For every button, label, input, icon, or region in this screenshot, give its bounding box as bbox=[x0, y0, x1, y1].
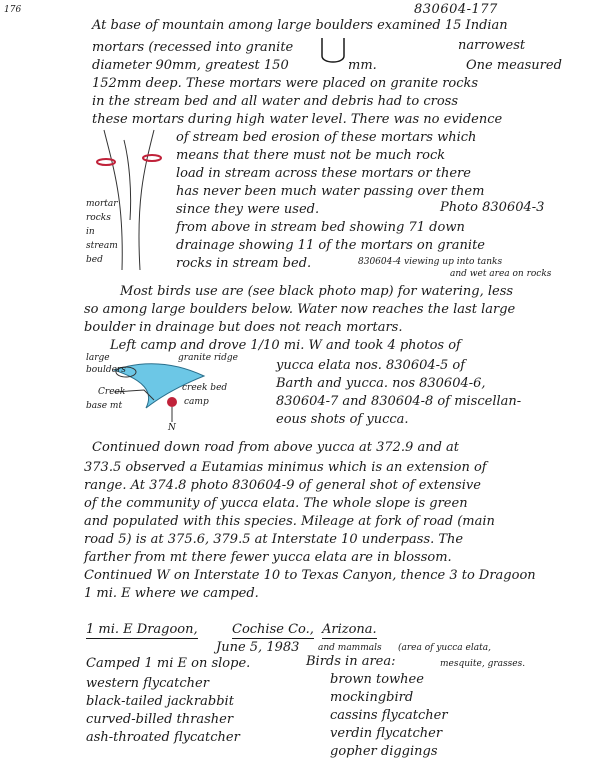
sketch2-boulders: boulders bbox=[86, 365, 126, 375]
sketch2-base-mt: base mt bbox=[86, 401, 123, 411]
catalog-number: 830604-177 bbox=[414, 2, 498, 17]
u-shaped-mark bbox=[318, 36, 348, 66]
location-state: Arizona. bbox=[322, 622, 377, 637]
margin-wet-area: and wet area on rocks bbox=[450, 269, 552, 279]
p4-line-2: 373.5 observed a Eutamias minimus which is an extension of bbox=[84, 460, 487, 475]
sketch2-large: large bbox=[86, 353, 110, 363]
margin-photo-830604-4: 830604-4 viewing up into tanks bbox=[358, 257, 503, 267]
p3-line-2: yucca elata nos. 830604-5 of bbox=[276, 358, 466, 373]
p1-line-11: since they were used. bbox=[176, 202, 320, 217]
p3-line-3: Barth and yucca. nos 830604-6, bbox=[276, 376, 486, 391]
p4-line-5: and populated with this species. Mileage at fork of road (main bbox=[84, 514, 495, 529]
sketch2-north: N bbox=[168, 423, 176, 433]
p3-line-1: Left camp and drove 1/10 mi. W and took 4 photos of bbox=[110, 338, 461, 353]
p1-line-1: At base of mountain among large boulders examined 15 Indian bbox=[92, 18, 508, 33]
p4-line-9: 1 mi. E where we camped. bbox=[84, 586, 259, 601]
p1-line-9: load in stream across these mortars or there bbox=[176, 166, 471, 181]
p1-line-7: of stream bed erosion of these mortars which bbox=[176, 130, 477, 145]
birds-header: Birds in area: bbox=[306, 654, 396, 669]
sketch2-creek-bed: creek bed bbox=[182, 383, 228, 393]
list-left-item-2: black-tailed jackrabbit bbox=[86, 694, 234, 709]
p4-line-8: Continued W on Interstate 10 to Texas Canyon, thence 3 to Dragoon bbox=[84, 568, 536, 583]
entry-date: June 5, 1983 bbox=[216, 640, 300, 655]
location-place: 1 mi. E Dragoon, bbox=[86, 622, 198, 637]
p2-line-2: so among large boulders below. Water now reaches the last large bbox=[84, 302, 516, 317]
margin-photo-830604-3: Photo 830604-3 bbox=[440, 200, 545, 215]
p1-line-8: means that there must not be much rock bbox=[176, 148, 446, 163]
p1-line-5: in the stream bed and all water and debris had to cross bbox=[92, 94, 458, 109]
page-number: 176 bbox=[4, 5, 22, 15]
margin-mm: mm. bbox=[348, 58, 377, 73]
p1-line-13: drainage showing 11 of the mortars on granite bbox=[176, 238, 485, 253]
sketch1-label-stream: stream bbox=[86, 241, 118, 251]
sketch2-creek: Creek bbox=[98, 387, 126, 397]
area-note-2: mesquite, grasses. bbox=[440, 659, 526, 669]
sketch1-label-in: in bbox=[86, 227, 95, 237]
sketch1-label-bed: bed bbox=[86, 255, 103, 265]
p1-line-14: rocks in stream bed. bbox=[176, 256, 312, 271]
list-right-item-3: cassins flycatcher bbox=[330, 708, 448, 723]
sketch2-granite-ridge: granite ridge bbox=[178, 353, 238, 363]
list-right-item-4: verdin flycatcher bbox=[330, 726, 443, 741]
p4-line-3: range. At 374.8 photo 830604-9 of general shot of extensive bbox=[84, 478, 481, 493]
list-right-item-2: mockingbird bbox=[330, 690, 414, 705]
list-left-item-1: western flycatcher bbox=[86, 676, 209, 691]
p2-line-1: Most birds use are (see black photo map) for watering, less bbox=[120, 284, 514, 299]
p4-line-4: of the community of yucca elata. The whole slope is green bbox=[84, 496, 468, 511]
p1-line-10: has never been much water passing over them bbox=[176, 184, 485, 199]
sketch2-camp: camp bbox=[184, 397, 209, 407]
list-right-item-5: gopher diggings bbox=[330, 744, 438, 759]
camp-line: Camped 1 mi E on slope. bbox=[86, 656, 251, 671]
p4-line-7: farther from mt there fewer yucca elata are in blossom. bbox=[84, 550, 452, 565]
p3-line-5: eous shots of yucca. bbox=[276, 412, 409, 427]
p4-line-1: Continued down road from above yucca at 372.9 and at bbox=[92, 440, 459, 455]
margin-narrowest: narrowest bbox=[458, 38, 526, 53]
list-right-item-1: brown towhee bbox=[330, 672, 424, 687]
list-left-item-3: curved-billed thrasher bbox=[86, 712, 234, 727]
p3-line-4: 830604-7 and 830604-8 of miscellan- bbox=[276, 394, 522, 409]
p1-line-6: these mortars during high water level. There was no evidence bbox=[92, 112, 503, 127]
area-note-1: (area of yucca elata, bbox=[398, 643, 491, 653]
p4-line-6: road 5) is at 375.6, 379.5 at Interstate 10 underpass. The bbox=[84, 532, 464, 547]
sketch1-label-mortar: mortar bbox=[86, 199, 118, 209]
margin-one-measured: One measured bbox=[466, 58, 562, 73]
p1-line-12: from above in stream bed showing 71 down bbox=[176, 220, 465, 235]
p1-line-2: mortars (recessed into granite bbox=[92, 40, 294, 55]
p1-line-4: 152mm deep. These mortars were placed on granite rocks bbox=[92, 76, 479, 91]
p1-line-3: diameter 90mm, greatest 150 bbox=[92, 58, 289, 73]
list-left-item-4: ash-throated flycatcher bbox=[86, 730, 240, 745]
sketch1-label-rocks: rocks bbox=[86, 213, 111, 223]
and-mammals: and mammals bbox=[318, 643, 382, 653]
location-county: Cochise Co., bbox=[232, 622, 314, 637]
p2-line-3: boulder in drainage but does not reach mortars. bbox=[84, 320, 403, 335]
